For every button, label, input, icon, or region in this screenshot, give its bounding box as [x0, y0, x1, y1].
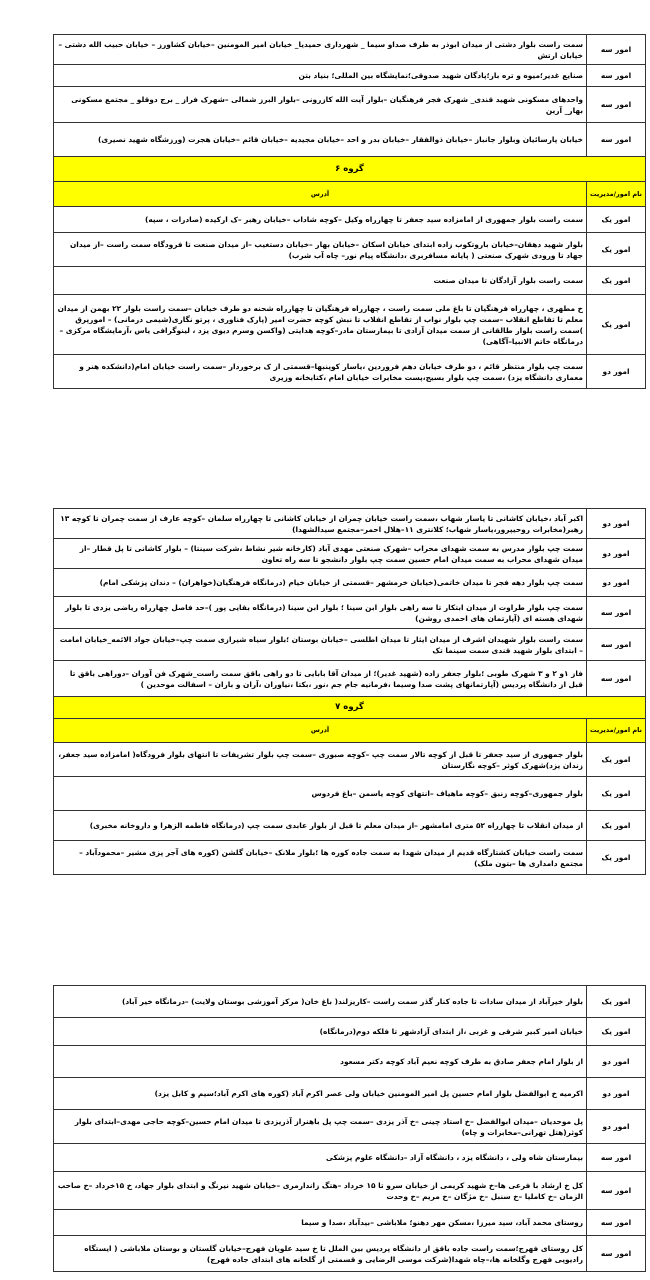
- address-cell: بلوار جمهوری–کوچه زنبق –کوچه ماهیاف –انتهای کوچه یاسمن –باغ فردوس: [54, 777, 587, 811]
- dept-cell: امور یک: [587, 233, 646, 267]
- table-row: [54, 267, 646, 295]
- table-row: [54, 1236, 646, 1272]
- address-cell: پل موحدیان –میدان ابوالفضل –خ استاد چینی –خ آذر یزدی –سمت چپ پل باهنراز آذریزدی تا میدان امام حسین–کوچه حاجی مهدی–ابتدای بلوار کوثر(هتل تهرانی–مخابرات و چاه): [54, 1110, 587, 1144]
- dept-cell: امور سه: [587, 661, 646, 697]
- address-cell: فاز ۱و ۲ و ۳ شهرک طوبی ؛بلوار جعفر زاده (شهید غدیر)؛ از میدان آقا بابایی تا دو راهی باقق سمت راست_شهرک فن آوران –دوراهی باقق تا قبل از دانشگاه پردیس (آپارتمانهای پشت صدا وسیما ،فرمانیه جام جم ،نور ،بکتا ،نیاوران ،آران و باران – اسفالت موحدین ): [54, 661, 587, 697]
- address-cell: سمت چپ بلوار طراوت از میدان ابتکار تا سه راهی بلوار ابن سینا ؛ بلوار ابن سینا (درمانگاه بقایی پور )–حد فاصل چهارراه ریاضی یزدی تا بلوار شهدای هسته ای (آپارتمان های احمدی روشن): [54, 597, 587, 629]
- dept-cell: امور یک: [587, 267, 646, 295]
- table-row: [54, 65, 646, 87]
- dept-cell: امور یک: [587, 743, 646, 777]
- dept-cell: امور دو: [587, 539, 646, 569]
- dept-cell: امور سه: [587, 65, 646, 87]
- header-dept: نام امور/مدیریت: [587, 719, 646, 743]
- address-cell: سمت چپ بلوار منتظر قائم ، دو طرف خیابان دهم فروردین ،یاسار کوینبها–قسمتی از ک برخوردار –سمت راست خیابان امام(دانشکده هنر و معماری دانشگاه یزد) ،سمت چپ بلوار بسیج،پست مخابرات خیابان امام ،کتابخانه وزیری: [54, 355, 587, 389]
- group-title: گروه ۶: [54, 157, 646, 182]
- group-title: گروه ۷: [54, 697, 646, 719]
- schedule-table-3: [53, 985, 646, 1272]
- address-cell: بلوار خیرآباد از میدان سادات تا جاده کنار گذر سمت راست –کاریزلند( باغ خان( مرکز آموزشی بوستان ولایت) –درمانگاه خیر آباد): [54, 986, 587, 1018]
- dept-cell: امور دو: [587, 355, 646, 389]
- dept-cell: امور یک: [587, 811, 646, 841]
- dept-cell: امور سه: [587, 1144, 646, 1172]
- header-row: [54, 719, 646, 743]
- address-cell: سمت راست خیابان کشتارگاه قدیم از میدان شهدا به سمت جاده کوره ها ؛بلوار ملانک –خیابان گلشن (کوره های آجر پزی مشیر –محمودآباد –مجتمع دامداری ها –بتون ملک): [54, 841, 587, 875]
- address-cell: کل روستای فهرج؛سمت راست جاده باقق از دانشگاه پردیس بین الملل تا خ سید علویان فهرج–خیابان گلستان و بوستان ملاباشی ( ایستگاه رادیویی فهرج وگلخانه ها،–چاه شهدا(شرکت موسی الرضایی و قسمتی از گلخانه های ابتدای جاده فهرج): [54, 1236, 587, 1272]
- dept-cell: امور دو: [587, 1046, 646, 1078]
- address-cell: روستای محمد آباد، سید میرزا ،مسکن مهر دهنو؛ ملاباشی –بیدآباد ،صدا و سیما: [54, 1210, 587, 1236]
- table-row: [54, 597, 646, 629]
- header-row: [54, 182, 646, 207]
- dept-cell: امور دو: [587, 509, 646, 539]
- dept-cell: امور یک: [587, 777, 646, 811]
- dept-cell: امور سه: [587, 35, 646, 65]
- dept-cell: امور سه: [587, 1172, 646, 1210]
- table-row: [54, 569, 646, 597]
- group-title-row: [54, 157, 646, 182]
- table-row: [54, 233, 646, 267]
- table-row: [54, 986, 646, 1018]
- dept-cell: امور سه: [587, 123, 646, 157]
- address-cell: از بلوار امام جعفر صادق به طرف کوچه نعیم آباد کوچه دکتر مسعود: [54, 1046, 587, 1078]
- table-row: [54, 355, 646, 389]
- address-cell: سمت راست بلوار جمهوری از امامزاده سید جعفر تا چهارراه وکیل –کوچه شاداب –خیابان رهبر –ک ارکیده (صادرات ، سپه): [54, 207, 587, 233]
- table-row: [54, 841, 646, 875]
- address-cell: سمت چپ بلوار دهه فجر تا میدان خاتمی(خیابان خرمشهر –قسمتی از خیابان خیام (درمانگاه فرهنگیان(خواهران) – دندان پزشکی امام): [54, 569, 587, 597]
- address-cell: کل خ ارشاد با فرعی ها–خ شهید کریمی از خیابان سرو تا ۱۵ خرداد –هتگ زاندارمری –خیابان شهید نیرنگ و ابتدای بلوار جهاد، خ ۱۵خرداد –خ صاحب الزمان –خ کاملیا –خ سنبل –خ مژگان –خ مریم –خ وحدت: [54, 1172, 587, 1210]
- table-row: [54, 629, 646, 661]
- address-cell: اکرمیه خ ابوالفضل بلوار امام حسین پل امیر المومنین خیابان ولی عصر اکرم آباد (کوره های اکرم آباد؛سیم و کابل یزد): [54, 1078, 587, 1110]
- address-cell: سمت راست بلوار آزادگان تا میدان صنعت: [54, 267, 587, 295]
- address-cell: بلوار جمهوری از سید جعفر تا قبل از کوچه تالار سمت چپ –کوچه صبوری –سمت چپ بلوار تشریفات تا انتهای بلوار فرودگاه( امامزاده سید جعفر، زندان یزد)شهرک کوثر –کوچه نگارستان: [54, 743, 587, 777]
- table-row: [54, 661, 646, 697]
- table-row: [54, 1110, 646, 1144]
- dept-cell: امور یک: [587, 295, 646, 355]
- schedule-table-2: [53, 508, 646, 875]
- address-cell: سمت چپ بلوار مدرس به سمت شهدای محراب –شهرک صنعتی مهدی آباد (کارخانه شیر نشاط ،شرکت سینتا) – بلوار کاشانی تا پل قطار –از میدان شهدای محراب به سمت میدان امام حسین سمت چپ بلوار دانشجو تا سه راه تعاون: [54, 539, 587, 569]
- header-address: آدرس: [54, 182, 587, 207]
- address-cell: خ مطهری ، چهارراه فرهنگیان تا باغ ملی سمت راست ، چهارراه فرهنگیان تا چهارراه شحنه دو طرف خیابان –سمت راست بلوار ۲۲ بهمن از میدان معلم تا تقاطع انقلاب –سمت چپ بلوار نواب از تقاطع انقلاب تا نبش کوچه حضرت امیر (پارک فناوری ، پرتو نگاری(شیمی درمانی) – امورپرق )سمت راست بلوار طالقانی از سمت میدان آزادی تا بیمارستان مادر–کوچه هدایتی (واکسن وسرم دیوی یزد ، لینوگرافی یاس ،آزمایشگاه مرکزی –درمانگاه خاتم الانبیا–آگاهی): [54, 295, 587, 355]
- dept-cell: امور یک: [587, 841, 646, 875]
- table-row: [54, 811, 646, 841]
- address-cell: اکبر آباد ،خیابان کاشانی تا یاسار شهاب ،سمت راست خیابان چمران از خیابان کاشانی تا چهارراه سلمان –کوچه عارف از سمت چمران تا کوچه ۱۳ رهبر(مخابرات روحیپرور،یاسار شهاب؛ کلانتری ۱۱–هلال احمر–مجتمع سیدالشهدا): [54, 509, 587, 539]
- address-cell: سمت راست بلوار شهیدان اشرف از میدان ایثار تا میدان اطلسی –خیابان بوستان ؛بلوار سیاه شیرازی سمت چپ–خیابان جواد الائمه_خیابان امامت – ابتدای بلوار شهید قندی سمت سینما تک: [54, 629, 587, 661]
- table-row: [54, 1046, 646, 1078]
- address-cell: بیمارستان شاه ولی ، دانشگاه یزد ، دانشگاه آزاد –دانشگاه علوم پزشکی: [54, 1144, 587, 1172]
- dept-cell: امور یک: [587, 1018, 646, 1046]
- table-row: [54, 87, 646, 123]
- header-address: آدرس: [54, 719, 587, 743]
- table-row: [54, 743, 646, 777]
- schedule-table-1: [53, 34, 646, 389]
- address-cell: خیابان امیر کبیر شرقی و غربی ،از ابتدای آزادشهر تا فلکه دوم(درمانگاه): [54, 1018, 587, 1046]
- dept-cell: امور سه: [587, 1236, 646, 1272]
- dept-cell: امور سه: [587, 629, 646, 661]
- address-cell: صنایع غدیر؛میوه و تره بار؛پادگان شهید صدوقی؛نمایشگاه بین المللی؛ بنیاد بتن: [54, 65, 587, 87]
- table-row: [54, 1172, 646, 1210]
- table-row: [54, 1018, 646, 1046]
- table-row: [54, 509, 646, 539]
- header-dept: نام امور/مدیریت: [587, 182, 646, 207]
- address-cell: سمت راست بلوار دشتی از میدان ابوذر به طرف صداو سیما _ شهرداری حمیدیا_ خیابان امیر المومنین –خیابان کشاورز – خیابان حبیب الله دشتی –خیابان ارتش: [54, 35, 587, 65]
- table-row: [54, 1210, 646, 1236]
- address-cell: خیابان پارسائیان وبلوار جانباز –خیابان ذوالفقار –خیابان بدر و احد –خیابان مجیدیه –خیابان قائم –خیابان هجرت (ورزشگاه شهید نصیری): [54, 123, 587, 157]
- table-row: [54, 35, 646, 65]
- table-row: [54, 123, 646, 157]
- address-cell: واحدهای مسکونی شهید قندی_ شهرک فجر فرهنگیان –بلوار آیت الله کازرونی –بلوار البرز شمالی –شهرک فراز _ برج دوقلو _ مجتمع مسکونی بهار_ آرین: [54, 87, 587, 123]
- address-cell: بلوار شهید دهقان–خیابان باروتکوب زاده ابتدای خیابان اسکان –خیابان بهار –خیابان دستغیب –از میدان صنعت تا فرودگاه سمت راست –از میدان جهاد تا ورودی شهرک صنعتی ( پایانه مسافربری ،دانشگاه پیام نور– چاه آب شرب): [54, 233, 587, 267]
- dept-cell: امور سه: [587, 87, 646, 123]
- table-row: [54, 777, 646, 811]
- table-row: [54, 207, 646, 233]
- dept-cell: امور سه: [587, 1210, 646, 1236]
- address-cell: از میدان انقلاب تا چهارراه ۵۲ متری امامشهر –از میدان معلم تا قبل از بلوار عابدی سمت چپ (درمانگاه فاطمه الزهرا و داروخانه مخبری): [54, 811, 587, 841]
- group-title-row: [54, 697, 646, 719]
- dept-cell: امور سه: [587, 597, 646, 629]
- table-row: [54, 1144, 646, 1172]
- dept-cell: امور دو: [587, 569, 646, 597]
- dept-cell: امور یک: [587, 986, 646, 1018]
- dept-cell: امور یک: [587, 207, 646, 233]
- table-row: [54, 295, 646, 355]
- table-row: [54, 1078, 646, 1110]
- dept-cell: امور دو: [587, 1110, 646, 1144]
- dept-cell: امور دو: [587, 1078, 646, 1110]
- table-row: [54, 539, 646, 569]
